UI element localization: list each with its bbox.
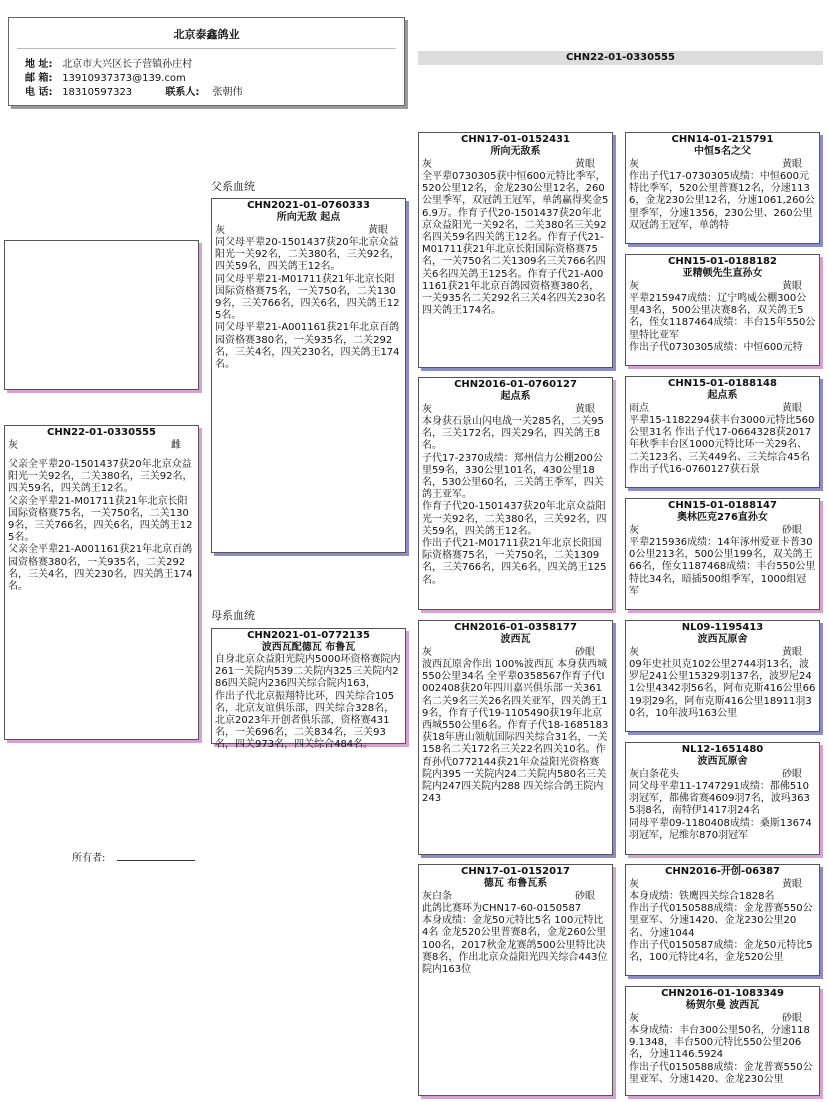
subject-card xyxy=(4,425,199,740)
pigeon-name: 波西瓦配德瓦 布鲁瓦 xyxy=(261,642,356,653)
header-divider xyxy=(17,48,396,49)
eye: 黄眼 xyxy=(782,159,802,170)
color-sex-row xyxy=(5,440,198,452)
eye: 砂眼 xyxy=(575,891,595,902)
pigeon-name: 起点系 xyxy=(707,390,738,401)
address-row xyxy=(25,55,192,70)
sire-section-label: 父系血统 xyxy=(211,180,255,193)
description: 平辈215947成绩：辽宁鸣威公棚300公里43名，500公里决赛8名，双关鸽王5名，侄女1187464成绩：丰台15年550公里特比亚军 作出子代0730305成绩：中恒600元特 xyxy=(629,293,816,353)
ring-number: CHN22-01-0330555 xyxy=(47,427,156,438)
phone-value: 18310597323 xyxy=(62,87,133,98)
owner-signature-line xyxy=(117,860,195,861)
email-label: 邮 箱: xyxy=(25,73,53,84)
description: 父亲全平辈20-1501437获20年北京众益阳光一关92名，二关380名，三关92名，四关59名，四关鸽王12名。 父亲全平辈21-M01711获21年北京长阳国际资格赛75名，一关750名，二关1309名，三关766名，四关6名，四关鸽王125名。 父亲全平辈21-A001161获21年北京百鸽园资格赛380名，一关935名，二关292名，三关4名，四关230名，四关鸽王174名。 xyxy=(8,459,193,593)
sdd-card xyxy=(625,498,820,610)
color: 灰 xyxy=(8,440,18,451)
description: 09年史社贝克102公里2744羽13名，波罗尼241公里15329羽137名，波罗尼241公里4342羽56名，阿布克斯416公里6619羽29名，阿布克斯416公里18911羽30名，10年波玛163公里 xyxy=(629,659,816,719)
color-eye-row xyxy=(626,647,819,659)
color-eye-row xyxy=(419,891,612,903)
color-eye-row xyxy=(419,159,612,171)
color: 灰 xyxy=(629,281,639,292)
ring-number: CHN17-01-0152431 xyxy=(461,134,570,145)
eye: 黄眼 xyxy=(575,404,595,415)
color: 灰 xyxy=(629,647,639,658)
phone-row xyxy=(25,83,243,98)
color-eye-row xyxy=(626,769,819,781)
color: 灰 xyxy=(629,879,639,890)
eye: 黄眼 xyxy=(368,225,388,236)
color-eye-row xyxy=(626,525,819,537)
eye: 砂眼 xyxy=(575,647,595,658)
sss-card xyxy=(625,132,820,244)
top-ring-banner: CHN22-01-0330555 xyxy=(418,51,823,65)
company-name: 北京泰鑫鸽业 xyxy=(173,28,240,41)
sds-card xyxy=(625,376,820,488)
eye: 黄眼 xyxy=(575,159,595,170)
description: 同父母平辈11-1747291成绩：都佛510羽冠军，都佛省赛4609羽7名，波玛3635羽8名，南特伊1417羽24名 同母平辈09-1180408成绩：桑斯13674羽冠军，尼维尔870羽冠军 xyxy=(629,781,812,841)
color: 灰 xyxy=(422,404,432,415)
dam-dam-card xyxy=(418,864,613,1096)
pigeon-name: 波西瓦原舍 xyxy=(697,756,748,767)
ring-number: CHN15-01-0188182 xyxy=(668,256,777,267)
color: 灰 xyxy=(422,647,432,658)
dam-section-label: 母系血统 xyxy=(211,609,255,622)
email-value: 13910937373@139.com xyxy=(62,73,186,84)
ring-number: CHN15-01-0188147 xyxy=(668,500,777,511)
eye: 黄眼 xyxy=(782,403,802,414)
color: 灰白条花头 xyxy=(629,769,679,780)
sex: 雌 xyxy=(171,440,181,451)
ring-number: CHN2021-01-0772135 xyxy=(247,630,370,641)
color-eye-row xyxy=(419,647,612,659)
eye: 黄眼 xyxy=(782,647,802,658)
ssd-card xyxy=(625,254,820,366)
color: 灰 xyxy=(422,159,432,170)
color: 灰白条 xyxy=(422,891,452,902)
sire-sire-card xyxy=(418,132,613,368)
color-eye-row xyxy=(626,879,819,891)
pigeon-name: 所向无敌系 xyxy=(490,146,541,157)
eye: 砂眼 xyxy=(782,1013,802,1024)
ring-number: CHN2016-01-0358177 xyxy=(454,622,577,633)
description: 本身成绩：铁鹰四关综合1828名 作出子代0150588成绩：金龙普赛550公里亚军、分速1420、金龙230公里20名、分速1044 作出子代0150587成绩：金龙50元特比5名，100元特比4名，金龙520公里 xyxy=(629,891,813,964)
ring-number: CHN2016-01-1083349 xyxy=(661,988,784,999)
eye: 黄眼 xyxy=(782,281,802,292)
ring-number: CHN2016-开创-06387 xyxy=(665,866,780,877)
color-eye-row xyxy=(626,1013,819,1025)
ring-number: NL12-1651480 xyxy=(681,744,764,755)
ring-number: CHN2016-01-0760127 xyxy=(454,379,577,390)
ddd-card xyxy=(625,986,820,1096)
address-value: 北京市大兴区长子营镇孙庄村 xyxy=(62,59,193,70)
sire-dam-card xyxy=(418,377,613,610)
color-eye-row xyxy=(419,404,612,416)
color: 灰 xyxy=(629,525,639,536)
phone-label: 电 话: xyxy=(25,87,53,98)
owner-label: 所有者: xyxy=(72,853,106,864)
dsd-card xyxy=(625,742,820,855)
ring-number: CHN14-01-215791 xyxy=(671,134,774,145)
ring-number: CHN2021-01-0760333 xyxy=(247,200,370,211)
color: 灰 xyxy=(629,159,639,170)
ring-number: NL09-1195413 xyxy=(681,622,764,633)
description: 此鸽比赛环为CHN17-60-0150587 本身成绩：金龙50元特比5名 100元特比4名 金龙520公里普赛8名，金龙260公里100名，2017秋金龙赛鸽500公里特比决赛8名，作出北京众益阳光四关综合443位院内163位 xyxy=(422,903,608,976)
pigeon-name: 波西瓦 xyxy=(500,634,531,645)
description: 本身成绩：丰台300公里50名，分速1189.1348，丰台500元特比550公里206名，分速1146.5924 作出子代0150588成绩：金龙普赛550公里亚军、分速1420、金龙230公里 xyxy=(629,1025,813,1085)
description: 同父母平辈20-1501437获20年北京众益阳光一关92名，二关380名，三关92名，四关59名，四关鸽王12名。 同父母平辈21-M01711获21年北京长阳国际资格赛75名，一关750名，二关1309名，三关766名，四关6名，四关鸽王125名。 同父母平辈21-A001161获21年北京百鸽园资格赛380名，一关935名，二关292名，三关4名，四关230名，四关鸽王174名。 xyxy=(215,237,400,371)
photo-frame xyxy=(4,240,199,390)
description: 本身获石景山闪电战一关285名，二关95名，三关172名，四关29名，四关鸽王8名。 子代17-2370成绩：郑州信力公棚200公里59名，330公里101名，430公里18名，530公里60名，三关鸽王季军，四关鸽王亚军。 作育子代20-1501437获20年北京众益阳光一关92名，二关380名，三关92名，四关59名，四关鸽王12名。 作出子代21-M01711获21年北京长阳国际资格赛75名，一关750名，二关1309名，三关766名，四关6名，四关鸽王125名。 xyxy=(422,416,607,586)
eye: 砂眼 xyxy=(782,769,802,780)
dds-card xyxy=(625,864,820,976)
pigeon-name: 所向无敌 起点 xyxy=(276,212,341,223)
address-label: 地 址: xyxy=(25,59,53,70)
color: 灰 xyxy=(215,225,225,236)
ring-number: CHN15-01-0188148 xyxy=(668,378,777,389)
eye: 黄眼 xyxy=(782,879,802,890)
color-eye-row xyxy=(626,159,819,171)
color: 灰 xyxy=(629,1013,639,1024)
description: 自身北京众益阳光院内5000环资格赛院内261一关院内539二关院内325三关院内286四关院内236四关综合院内163， 作出子代北京振翔特比环，四关综合105名，北京友谊俱乐部，四关综合328名，北京2023年开创者俱乐部，资格赛431名，一关696名，二关834名，三关93名，四关973名，四关综合484名。 xyxy=(215,654,401,751)
eye: 砂眼 xyxy=(782,525,802,536)
contact-value: 张朝伟 xyxy=(212,87,243,98)
color-eye-row xyxy=(626,403,819,415)
color-eye-row xyxy=(626,281,819,293)
description: 作出子代17-0730305成绩：中恒600元特比季军，520公里普赛12名，分速1136，金龙230公里12名，分速1061,260公里季军，分速1356，230公里、260公里双冠鸽王冠军，单鸽特 xyxy=(629,171,815,231)
pigeon-name: 杨贺尔曼 波西瓦 xyxy=(685,1000,760,1011)
pigeon-name: 中恒5名之父 xyxy=(694,146,751,157)
pigeon-name: 起点系 xyxy=(500,391,531,402)
pigeon-name: 德瓦 布鲁瓦系 xyxy=(483,878,548,889)
pigeon-name: 波西瓦原舍 xyxy=(697,634,748,645)
description: 平辈15-1182294获丰台3000元特比560公里31名 作出子代17-0664328获2017年秋季丰台区1000元特比环一关29名、二关123名、三关449名、三关综合45名 作出子代16-0760127获石景 xyxy=(629,415,815,475)
color-eye-row xyxy=(212,225,405,237)
breeder-header xyxy=(8,17,405,106)
dam-sire-card xyxy=(418,620,613,855)
sire-card xyxy=(211,198,406,553)
pigeon-name: 奥林匹克276直孙女 xyxy=(677,512,768,523)
description: 波西瓦原舍作出 100%波西瓦 本身获西城550公里34名 全平辈0358567作育子代I002408获20年四川嘉兴俱乐部一关361名二关9名三关26名四关亚军，四关鸽王19名，作育子代19-1105490获19年北京西城550公里6名。作育子代18-1685183获18年唐山领航国际四关综合31名，一关158名二关172名三关22名四关10名。作育孙代0772144获21年众益阳光资格赛院内395 一关院内24二关院内580名三关院内247四关院内288 四关综合鸽王院内243 xyxy=(422,659,609,805)
ring-number: CHN17-01-0152017 xyxy=(461,866,570,877)
description: 全平辈0730305获中恒600元特比季军，520公里12名，金龙230公里12名，260公里季军，双冠鸽王冠军，单鸽赢得奖金56.9万。作育子代20-1501437获20年北京众益阳光一关92名，二关380名三关92名四关59名四关鸽王12名。作育子代21-M01711获21年北京长阳国际资格赛75名，一关750名二关1309名三关766名四关6名四关鸽王125名。作育子代21-A001161获21年北京百鸽园资格赛380名，一关935名二关292名三关4名四关230名四关鸽王174名。 xyxy=(422,171,609,317)
color: 雨点 xyxy=(629,403,649,414)
email-row xyxy=(25,69,186,84)
contact-label: 联系人: xyxy=(165,87,200,98)
dam-card xyxy=(211,628,406,751)
pigeon-name: 亚精顿先生直孙女 xyxy=(682,268,763,279)
description: 平辈215936成绩：14年涿州爱亚卡普300公里213名，500公里199名，双关鸽王66名，侄女1187468成绩：丰台550公里特比34名，暗插500组季军，1000组冠军 xyxy=(629,537,816,597)
dss-card xyxy=(625,620,820,732)
